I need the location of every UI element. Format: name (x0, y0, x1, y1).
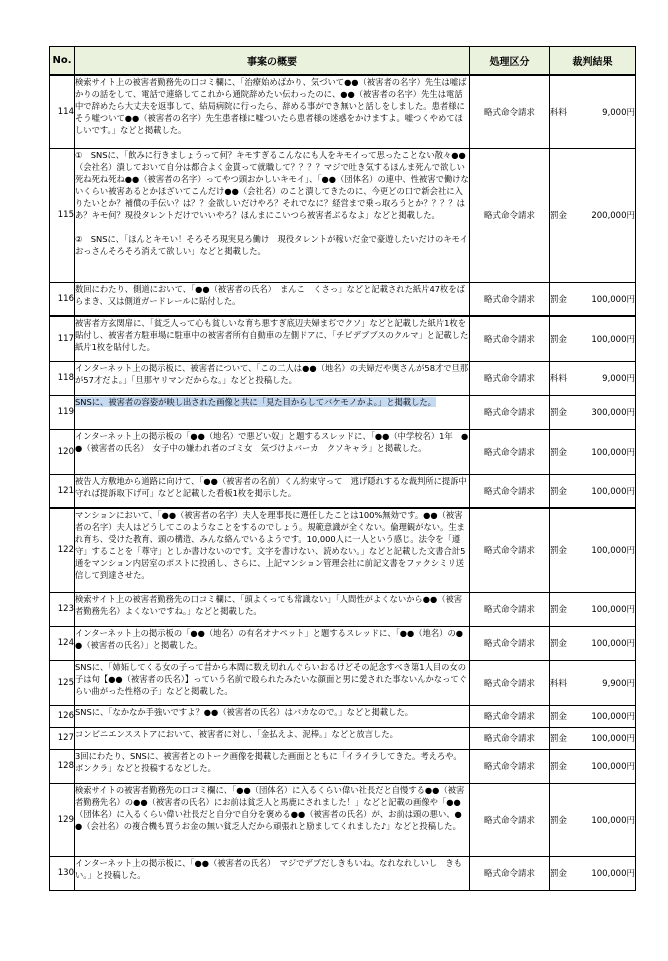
row-result (550, 474, 636, 508)
row-result (550, 75, 636, 148)
row-summary-text: インターネット上の掲示板に、「●●（被害者の氏名） マジでデブだしきもいね。なれなれしいし きもい。」と投稿した。 (75, 857, 463, 880)
row-summary (75, 727, 470, 749)
header-no: No. (50, 47, 75, 76)
row-process: 略式命令請求 (470, 705, 550, 727)
header-result: 裁判結果 (550, 47, 636, 76)
row-no: 130 (50, 856, 75, 890)
row-penalty: 罰金 (550, 712, 568, 722)
row-no: 117 (50, 316, 75, 361)
table-row (50, 783, 636, 856)
row-result (550, 148, 636, 282)
row-summary-text: 被害者方玄関扉に、「貧乏人って心も貧しいな育ち悪すぎ底辺夫婦まぢでクソ」などと記載した紙片1枚を貼付し、被害者方駐車場に駐車中の被害者所有自動車の左側ドアに、「チビデブブスのクルマ」と記載した紙片1枚を貼付した。 (75, 318, 469, 352)
row-summary (75, 626, 470, 660)
row-no: 119 (50, 395, 75, 429)
row-summary (75, 316, 470, 361)
row-process: 略式命令請求 (470, 508, 550, 592)
row-result (550, 856, 636, 890)
header-row (50, 47, 636, 76)
table-row (50, 395, 636, 429)
row-result (550, 429, 636, 474)
row-process: 略式命令請求 (470, 626, 550, 660)
row-summary (75, 395, 470, 429)
row-process: 略式命令請求 (470, 660, 550, 705)
row-amount: 100,000円 (591, 546, 635, 557)
table-row (50, 148, 636, 282)
row-summary (75, 660, 470, 705)
row-no: 126 (50, 705, 75, 727)
row-penalty: 科料 (550, 374, 568, 384)
case-table (49, 46, 636, 891)
row-no: 128 (50, 749, 75, 783)
table-row (50, 361, 636, 395)
row-summary (75, 361, 470, 395)
row-summary (75, 592, 470, 626)
row-summary (75, 783, 470, 856)
row-penalty: 罰金 (550, 869, 568, 879)
table-row (50, 429, 636, 474)
row-process: 略式命令請求 (470, 749, 550, 783)
row-no: 129 (50, 783, 75, 856)
row-amount: 100,000円 (591, 639, 635, 649)
row-result (550, 592, 636, 626)
row-summary-text: 検索サイトの被害者勤務先の口コミ欄に、「●●（団体名）に入るくらい偉い社長だと自慢する●●（被害者勤務先名）の●●（被害者の氏名）にお前は貧乏人と馬鹿にされました！」などと記載の画像や「●●（団体名）に入るくらい偉い社長だと自分で自分を褒める●●（被害者の氏名）が、お前は頭の悪い、●●（会社名）の複合機も買うお金の無い貧乏人だから頑張れと励ましてくれました♪」などと投稿した。 (75, 784, 465, 831)
row-penalty: 科料 (550, 678, 568, 689)
row-summary (75, 282, 470, 316)
row-process: 略式命令請求 (470, 783, 550, 856)
row-no: 125 (50, 660, 75, 705)
row-result (550, 508, 636, 592)
table-row (50, 727, 636, 749)
row-penalty: 罰金 (550, 294, 568, 305)
row-no: 120 (50, 429, 75, 474)
table-row (50, 749, 636, 783)
row-amount: 100,000円 (591, 712, 635, 722)
row-no: 115 (50, 148, 75, 282)
row-amount: 100,000円 (591, 869, 635, 879)
row-penalty: 罰金 (550, 408, 568, 418)
row-process: 略式命令請求 (470, 395, 550, 429)
row-penalty: 罰金 (550, 211, 568, 221)
row-summary (75, 856, 470, 890)
row-summary-text: インターネット上の掲示板に、被害者について、「この二人は●●（地名）の夫婦だや奥さんが58才で旦那が57才だよ。」「旦那ヤリマンだからな。」などと投稿した。 (75, 362, 469, 385)
row-summary (75, 429, 470, 474)
row-summary (75, 705, 470, 727)
row-no: 124 (50, 626, 75, 660)
row-no: 114 (50, 75, 75, 148)
row-no: 122 (50, 508, 75, 592)
row-no: 121 (50, 474, 75, 508)
row-no: 116 (50, 282, 75, 316)
row-summary-text: SNSに、「なかなか手強いですよ？●●（被害者の氏名）はバカなので。」などと掲載した。 (75, 706, 414, 717)
row-summary-text: 数回にわたり、側道において、「●●（被害者の氏名） まんこ くさっ」などと記載された紙片47枚をばらまき、又は側道ガードレールに貼付した。 (75, 283, 465, 306)
table-row (50, 660, 636, 705)
row-penalty: 罰金 (550, 486, 568, 497)
row-penalty: 罰金 (550, 815, 568, 826)
row-penalty: 罰金 (550, 734, 568, 744)
row-summary-text: 3回にわたり、SNSに、被害者とのトーク画像を掲載した画面とともに「イライラしてきた。考えろや。ボンクラ」などと投稿するなどした。 (75, 750, 462, 773)
row-amount: 100,000円 (591, 734, 635, 744)
row-process: 略式命令請求 (470, 474, 550, 508)
header-process: 処理区分 (470, 47, 550, 76)
row-penalty: 罰金 (550, 762, 568, 772)
row-summary (75, 508, 470, 592)
row-result (550, 660, 636, 705)
row-penalty: 罰金 (550, 334, 568, 345)
row-amount: 100,000円 (591, 334, 635, 345)
row-process: 略式命令請求 (470, 148, 550, 282)
row-amount: 9,000円 (602, 374, 635, 384)
row-amount: 300,000円 (591, 408, 635, 418)
row-process: 略式命令請求 (470, 316, 550, 361)
row-summary-text: インターネット上の掲示板の「●●（地名）の有名オナペット」と題するスレッドに、「●●（地名）の●●（被害者の氏名）」と掲載した。 (75, 627, 463, 650)
row-result (550, 282, 636, 316)
table-row (50, 75, 636, 148)
row-summary-text: ① SNSに、「飲みに行きましょうって何？キモすぎるこんなにも人をキモイって思ったことない散々●●（会社名）潰しておいて自分は都合よく金貰って就職して？？？？マジで吐き気するほんま死んで欲しい死ね死ね死ね●●（被害者の名字）ってやつ頭おかしいキモイ」、「●●（団体名）の連中、性被害で働けないくらい被害あるとかほざいてこんだけ●●（会社名）のこと潰してきたのに、今更どの口で新会社に入りたいとか？補償の手伝い？は？？金欲しいだけやろ？それでなに？経営まで乗っ取ろうとか？？？？はあ？キモ何？現役タレントだけでいいやろ？ほんまにこいつら被害者ぶるなよ」などと掲載した。 ② SNSに、「ほんとキモい！そろそろ現実見ろ働け 現役タレントが稼いだ金で豪遊したいだけのキモイおっさんそろそろ消えて欲しい」などと掲載した。 (75, 149, 469, 256)
row-amount: 9,000円 (602, 107, 635, 118)
row-amount: 100,000円 (591, 447, 635, 458)
row-amount: 100,000円 (591, 762, 635, 772)
row-no: 127 (50, 727, 75, 749)
row-summary (75, 148, 470, 282)
row-process: 略式命令請求 (470, 856, 550, 890)
row-process: 略式命令請求 (470, 75, 550, 148)
row-penalty: 罰金 (550, 605, 568, 615)
table-row (50, 316, 636, 361)
row-summary (75, 75, 470, 148)
row-summary-text: SNSに、被害者の容姿が映し出された画像と共に「見た目からしてバケモノかよ。」と掲載した。 (75, 396, 436, 407)
row-result (550, 316, 636, 361)
row-penalty: 罰金 (550, 447, 568, 458)
row-summary-text: SNSに、「姉妬してくる女の子って昔から本間に数え切れんぐらいおるけどその記念すべき第1人目の女の子は旬【●●（被害者の氏名）】っていう名前で殴られたみたいな顔面と男に愛された事ないんかなってぐらい曲がった性格の子」などと掲載した。 (75, 661, 467, 696)
row-penalty: 罰金 (550, 546, 568, 557)
row-amount: 100,000円 (591, 486, 635, 497)
row-result (550, 749, 636, 783)
row-result (550, 783, 636, 856)
row-result (550, 361, 636, 395)
row-summary-text: マンションにおいて、「●●（被害者の名字）夫人を理事長に選任したことは100%無効です。●●（被害者の名字）夫人はどうしてこのようなことをするのでしょう。規範意識が全くない。倫理観がない。生まれ育ち、受けた教育、頭の構造、みんな絡んでいるようです。10,000人に一人という感じ。法令を「遵守」することを「尊守」としか書けないのです。文字を書けない、読めない。」などと記載した文書合計5通をマンション内居室のポストに投函し、さらに、上記マンション管理会社に前記文書をファクシミリ送信して到達させた。 (75, 510, 466, 580)
row-process: 略式命令請求 (470, 361, 550, 395)
row-amount: 100,000円 (591, 605, 635, 615)
table-row (50, 856, 636, 890)
row-summary (75, 474, 470, 508)
row-amount: 9,900円 (602, 678, 635, 689)
table-row (50, 705, 636, 727)
row-summary (75, 749, 470, 783)
row-penalty: 科料 (550, 107, 568, 118)
row-penalty: 罰金 (550, 639, 568, 649)
row-summary-text: コンビニエンスストアにおいて、被害者に対し、「金払えよ、泥棒。」などと放言した。 (75, 728, 398, 739)
header-summary: 事案の概要 (75, 47, 470, 76)
table-row (50, 508, 636, 592)
row-result (550, 727, 636, 749)
row-amount: 100,000円 (591, 815, 635, 826)
row-amount: 100,000円 (591, 294, 635, 305)
row-result (550, 705, 636, 727)
row-process: 略式命令請求 (470, 592, 550, 626)
row-amount: 200,000円 (591, 211, 635, 221)
row-result (550, 626, 636, 660)
row-process: 略式命令請求 (470, 727, 550, 749)
row-summary-text: インターネット上の掲示板の「●●（地名）で悪どい奴」と題するスレッドに、「●●（中学校名）1年 ●●（被害者の氏名） 女子中の嫌われ者のゴミ女 気づけよバーカ クソキャラ」と掲載した。 (75, 430, 469, 453)
row-result (550, 395, 636, 429)
row-no: 123 (50, 592, 75, 626)
row-summary-text: 被告人方敷地から道路に向けて、「●●（被害者の名前）くん約束守って 逃げ隠れするな裁判所に提訴中守れば提訴取下げ可」などと記載した看板1枚を掲示した。 (75, 475, 467, 498)
row-no: 118 (50, 361, 75, 395)
table-row (50, 592, 636, 626)
row-summary-text: 検索サイト上の被害者勤務先の口コミ欄に、「頭よくっても常識ない」「人間性がよくないから●●（被害者勤務先名）よくないですね。」などと掲載した。 (75, 593, 463, 616)
row-process: 略式命令請求 (470, 282, 550, 316)
table-row (50, 282, 636, 316)
row-process: 略式命令請求 (470, 429, 550, 474)
table-row (50, 474, 636, 508)
table-row (50, 626, 636, 660)
row-summary-text: 検索サイト上の被害者勤務先の口コミ欄に、「治療始めばかり、気づいて●●（被害者の名字）先生は嘘ばかりの話をして、電話で連絡してこれから通院辞めたい伝わったのに、●●（被害者の名字）先生は電話中で辞めたら大丈夫を返事して、結局病院に行ったら、辞める事ができ無いと話しをしました。患者様にそう嘘ついて●●（被害者の名字）先生患者様に嘘ついたら患者様の迷惑をかけますよ。嘘つくやめてほしいです。」などと掲載した。 (75, 77, 467, 135)
